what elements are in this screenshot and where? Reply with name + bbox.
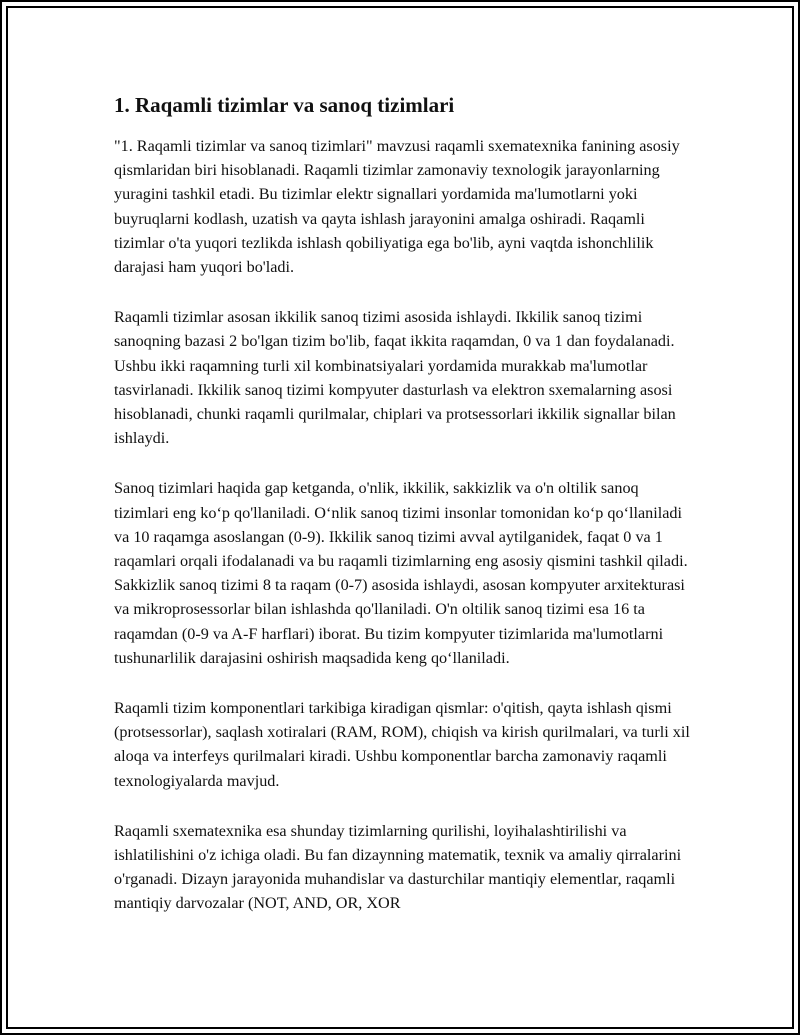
document-content [114, 90, 694, 942]
paragraph-4: Raqamli tizim komponentlari tarkibiga kiradigan qismlar: o'qitish, qayta ishlash qismi (protsessorlar), saqlash xotiralari (RAM, ROM), chiqish va kirish qurilmalari, va turli xil aloqa va interfeys qurilmalari kiradi. Ushbu komponentlar barcha zamonaviy raqamli texnologiyalarda mavjud. [114, 699, 690, 790]
paragraph-1: "1. Raqamli tizimlar va sanoq tizimlari" mavzusi raqamli sxematexnika fanining asosiy qismlaridan biri hisoblanadi. Raqamli tizimlar zamonaviy texnologik jarayonlarning yuragini tashkil etadi. Bu tizimlar elektr signallari yordamida ma'lumotlarni yoki buyruqlarni kodlash, uzatish va qayta ishlash jarayonini amalga oshiradi. Raqamli tizimlar o'ta yuqori tezlikda ishlash qobiliyatiga ega bo'lib, ayni vaqtda ishonchlilik darajasi ham yuqori bo'ladi. [114, 137, 680, 277]
section-heading: 1. Raqamli tizimlar va sanoq tizimlari [114, 93, 455, 117]
paragraph-3: Sanoq tizimlari haqida gap ketganda, o'nlik, ikkilik, sakkizlik va o'n oltilik sanoq tizimlari eng koʻp qo'llaniladi. Oʻnlik sanoq tizimi insonlar tomonidan koʻp qoʻllaniladi va 10 raqamga asoslangan (0-9). Ikkilik sanoq tizimi avval aytilganidek, faqat 0 va 1 raqamlari orqali ifodalanadi va bu raqamli tizimlarning eng asosiy qismini tashkil qiladi. Sakkizlik sanoq tizimi 8 ta raqam (0-7) asosida ishlaydi, asosan kompyuter arxitekturasi va mikroprosessorlar bilan ishlashda qo'llaniladi. O'n oltilik sanoq tizimi esa 16 ta raqamdan (0-9 va A-F harflari) iborat. Bu tizim kompyuter tizimlarida ma'lumotlarni tushunarlilik darajasini oshirish maqsadida keng qoʻllaniladi. [114, 479, 688, 667]
paragraph-5: Raqamli sxematexnika esa shunday tizimlarning qurilishi, loyihalashtirilishi va ishlatilishini o'z ichiga oladi. Bu fan dizaynning matematik, texnik va amaliy qirralarini o'rganadi. Dizayn jarayonida muhandislar va dasturchilar mantiqiy elementlar, raqamli mantiqiy darvozalar (NOT, AND, OR, XOR [114, 821, 682, 913]
paragraph-2: Raqamli tizimlar asosan ikkilik sanoq tizimi asosida ishlaydi. Ikkilik sanoq tizimi sanoqning bazasi 2 bo'lgan tizim bo'lib, faqat ikkita raqamdan, 0 va 1 dan foydalanadi. Ushbu ikki raqamning turli xil kombinatsiyalari yordamida murakkab ma'lumotlar tasvirlanadi. Ikkilik sanoq tizimi kompyuter dasturlash va elektron sxemalarning asosi hisoblanadi, chunki raqamli qurilmalar, chiplari va protsessorlari ikkilik signallar bilan ishlaydi. [114, 308, 676, 448]
